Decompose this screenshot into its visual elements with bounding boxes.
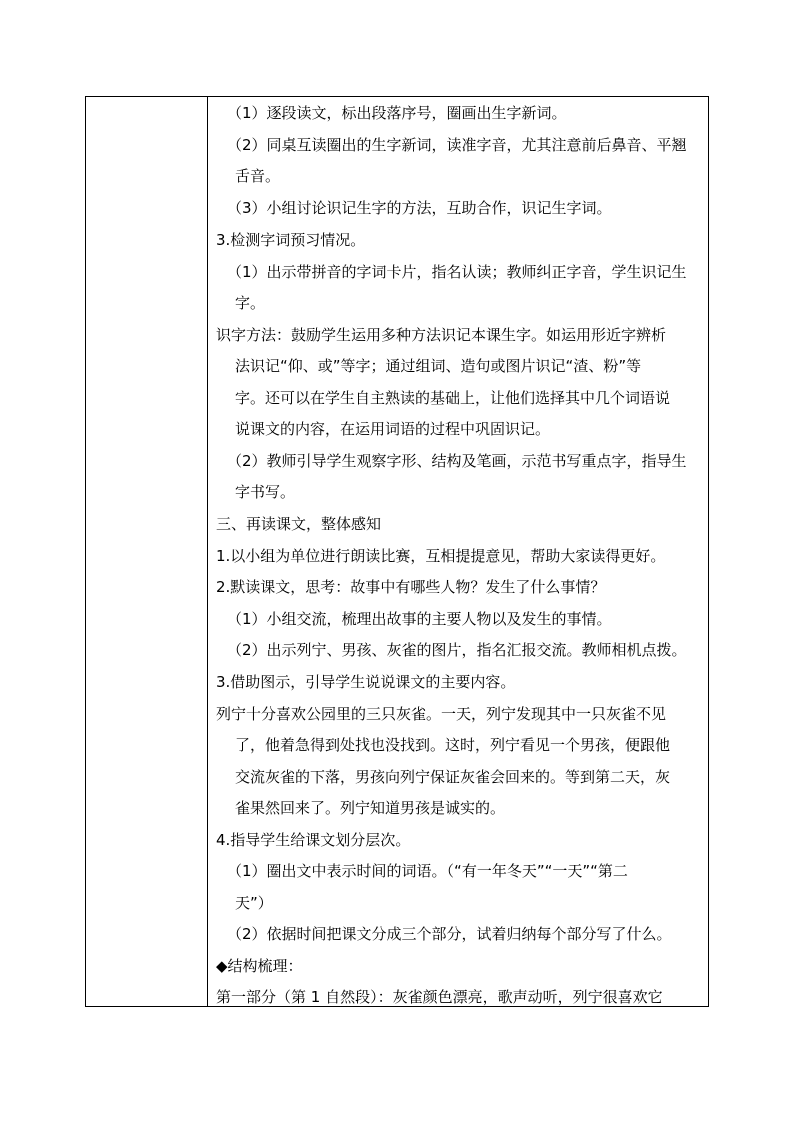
paragraph-line: 字书写。 — [235, 483, 296, 501]
paragraph-line: 说课文的内容，在运用词语的过程中巩固识记。 — [235, 420, 551, 438]
paragraph-line: （1）出示带拼音的字词卡片，指名认读；教师纠正字音，学生识记生 — [227, 263, 687, 281]
section-heading: 三、再读课文，整体感知 — [216, 515, 382, 533]
label-column-cell — [86, 97, 208, 1006]
paragraph-line: 法识记“仰、或”等字；通过组词、造句或图片识记“渣、粉”等 — [235, 357, 642, 375]
paragraph-line: 交流灰雀的下落，男孩向列宁保证灰雀会回来的。等到第二天，灰 — [235, 768, 671, 786]
paragraph-line: 3.检测字词预习情况。 — [216, 231, 366, 249]
paragraph-line: （3）小组讨论识记生字的方法，互助合作，识记生字词。 — [227, 199, 612, 217]
paragraph-line: 第一部分（第 1 自然段）：灰雀颜色漂亮，歌声动听，列宁很喜欢它 — [216, 988, 663, 1006]
paragraph-line: （1）小组交流，梳理出故事的主要人物以及发生的事情。 — [227, 610, 612, 628]
paragraph-line: 1.以小组为单位进行朗读比赛，互相提提意见，帮助大家读得更好。 — [216, 547, 666, 565]
paragraph-line: 字。还可以在学生自主熟读的基础上，让他们选择其中几个词语说 — [235, 389, 671, 407]
paragraph-line: （2）依据时间把课文分成三个部分，试着归纳每个部分写了什么。 — [227, 925, 672, 943]
paragraph-line: 天”） — [235, 894, 273, 912]
paragraph-line: 雀果然回来了。列宁知道男孩是诚实的。 — [235, 799, 506, 817]
paragraph-line: 4.指导学生给课文划分层次。 — [216, 831, 411, 849]
paragraph-line: 字。 — [235, 294, 266, 312]
lesson-plan-table — [85, 96, 709, 1007]
paragraph-line: （1）圈出文中表示时间的词语。（“有一年冬天”“一天”“第二 — [227, 862, 628, 880]
paragraph-line: （1）逐段读文，标出段落序号，圈画出生字新词。 — [227, 104, 567, 122]
paragraph-line: 列宁十分喜欢公园里的三只灰雀。一天，列宁发现其中一只灰雀不见 — [216, 705, 667, 723]
structure-heading: ◆结构梳理： — [216, 957, 303, 975]
paragraph-line: 识字方法：鼓励学生运用多种方法识记本课生字。如运用形近字辨析 — [216, 326, 667, 344]
paragraph-line: 了，他着急得到处找也没找到。这时，列宁看见一个男孩，便跟他 — [235, 736, 671, 754]
paragraph-line: （2）同桌互读圈出的生字新词，读准字音，尤其注意前后鼻音、平翘 — [227, 136, 687, 154]
paragraph-line: （2）教师引导学生观察字形、结构及笔画，示范书写重点字，指导生 — [227, 452, 687, 470]
paragraph-line: 舌音。 — [235, 167, 281, 185]
paragraph-line: 3.借助图示，引导学生说说课文的主要内容。 — [216, 673, 516, 691]
content-column-cell — [208, 97, 708, 1006]
paragraph-line: （2）出示列宁、男孩、灰雀的图片，指名汇报交流。教师相机点拨。 — [227, 641, 687, 659]
paragraph-line: 2.默读课文，思考：故事中有哪些人物？发生了什么事情？ — [216, 578, 606, 596]
